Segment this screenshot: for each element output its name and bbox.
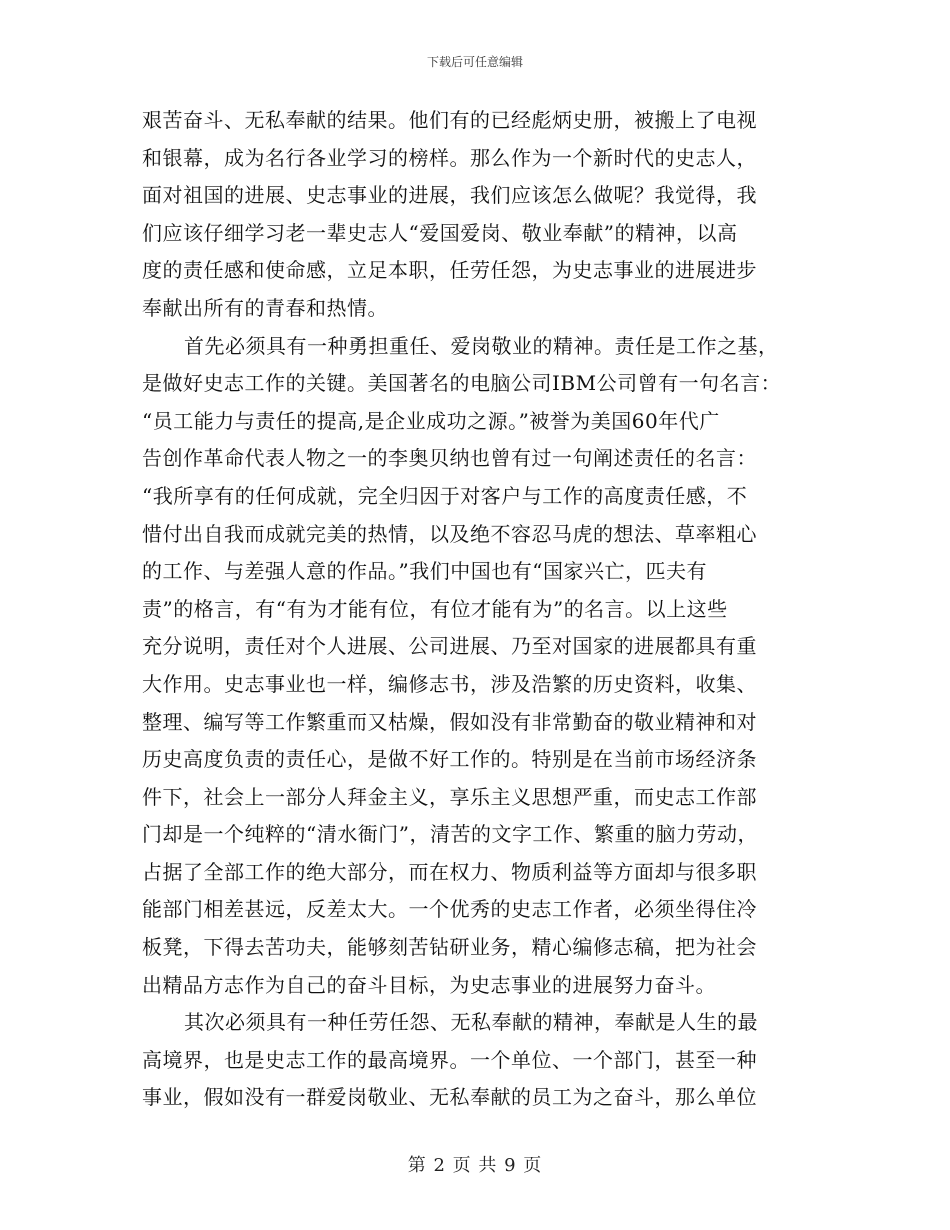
text-line: 责”的格言，有“有为才能有位，有位才能有为”的名言。以上这些	[142, 596, 728, 621]
text-line: 的工作、与差强人意的作品。”我们中国也有“国家兴亡，匹夫有	[142, 559, 707, 584]
text-line: 整理、编写等工作繁重而又枯燥，假如没有非常勤奋的敬业精神和对	[142, 709, 757, 734]
text-line: 充分说明，责任对个人进展、公司进展、乃至对国家的进展都具有重	[142, 634, 757, 659]
text-line: “我所享有的任何成就，完全归因于对客户与工作的高度责任感，不	[142, 483, 748, 508]
paragraph-first-line: 首先必须具有一种勇担重任、爱岗敬业的精神。责任是工作之基，	[184, 333, 779, 358]
text-line: 和银幕，成为名行各业学习的榜样。那么作为一个新时代的史志人，	[142, 145, 757, 170]
text-line: 件下，社会上一部分人拜金主义，享乐主义思想严重，而史志工作部	[142, 784, 757, 809]
text-line: 是做好史志工作的关键。美国著名的电脑公司IBM公司曾有一句名言：	[142, 371, 782, 396]
text-line: 板凳，下得去苦功夫，能够刻苦钻研业务，精心编修志稿，把为社会	[142, 935, 757, 960]
text-line: 面对祖国的进展、史志事业的进展，我们应该怎么做呢？我觉得，我	[142, 183, 757, 208]
paragraph-first-line: 其次必须具有一种任劳任怨、无私奉献的精神，奉献是人生的最	[184, 1010, 758, 1035]
text-line: 度的责任感和使命感，立足本职，任劳任怨，为史志事业的进展进步	[142, 258, 757, 283]
text-line: 高境界，也是史志工作的最高境界。一个单位、一个部门，甚至一种	[142, 1047, 757, 1072]
text-line: “员工能力与责任的提高,是企业成功之源。”被誉为美国60年代广	[142, 408, 720, 433]
text-line: 艰苦奋斗、无私奉献的结果。他们有的已经彪炳史册，被搬上了电视	[142, 108, 757, 132]
text-line: 历史高度负责的责任心，是做不好工作的。特别是在当前市场经济条	[142, 747, 757, 772]
text-line: 能部门相差甚远，反差太大。一个优秀的史志工作者，必须坐得住冷	[142, 897, 757, 922]
text-line: 惜付出自我而成就完美的热情，以及绝不容忍马虎的想法、草率粗心	[142, 521, 757, 546]
text-line: 占据了全部工作的绝大部分，而在权力、物质利益等方面却与很多职	[142, 859, 757, 884]
page-number-footer: 第 2 页 共 9 页	[407, 1155, 543, 1176]
text-line: 大作用。史志事业也一样，编修志书，涉及浩繁的历史资料，收集、	[142, 671, 757, 696]
page-header-note: 下载后可任意编辑	[426, 55, 523, 69]
text-line: 告创作革命代表人物之一的李奥贝纳也曾有过一句阐述责任的名言：	[142, 446, 757, 471]
text-line: 们应该仔细学习老一辈史志人“爱国爱岗、敬业奉献”的精神，以高	[142, 220, 738, 245]
document-body	[142, 102, 802, 1117]
text-line: 事业，假如没有一群爱岗敬业、无私奉献的员工为之奋斗，那么单位	[142, 1085, 757, 1110]
text-line: 出精品方志作为自己的奋斗目标，为史志事业的进展努力奋斗。	[142, 972, 716, 997]
text-line: 奉献出所有的青春和热情。	[142, 295, 388, 320]
text-line: 门却是一个纯粹的“清水衙门”，清苦的文字工作、繁重的脑力劳动，	[142, 822, 758, 847]
